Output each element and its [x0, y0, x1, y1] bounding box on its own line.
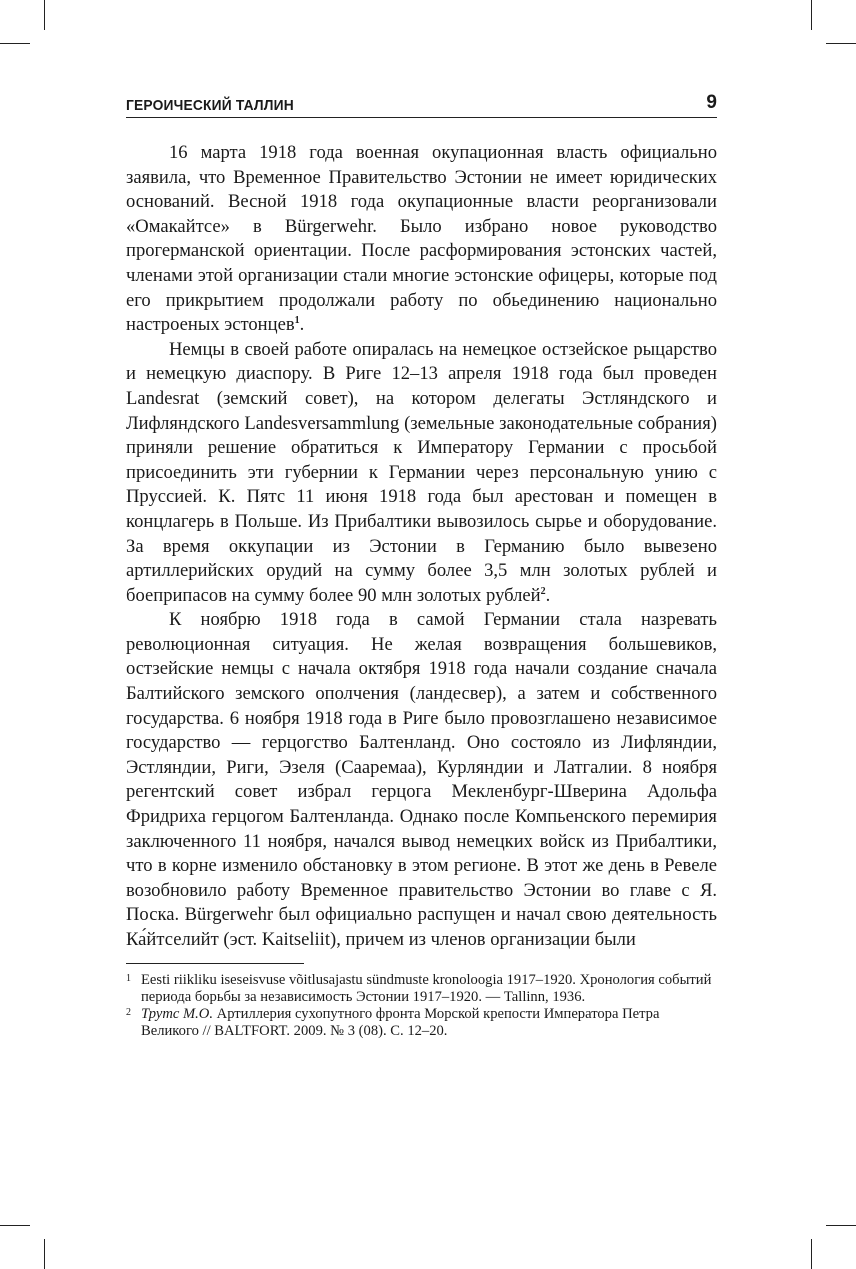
footnote-text: Артиллерия сухопутного фронта Морской крепости Императора Петра Великого // BALTFORT. 2009. № 3 (08). С. 12–20.	[141, 1005, 660, 1039]
crop-mark	[0, 43, 30, 44]
footnote-divider	[126, 963, 304, 964]
paragraph-2	[126, 338, 717, 609]
footnotes	[126, 972, 717, 1040]
crop-mark	[44, 1239, 45, 1269]
paragraph-end: .	[299, 314, 305, 336]
crop-mark	[811, 0, 812, 30]
footnote-text: Eesti riikliku iseseisvuse võitlusajastu sündmuste kronoloogia 1917–1920. Хронология событий периода борьбы за независимость Эстонии 1917–1920. — Tallinn, 1936.	[141, 971, 712, 1005]
crop-mark	[0, 1225, 30, 1226]
footnote-mark: 1	[126, 972, 131, 984]
paragraph-end: .	[545, 584, 551, 606]
paragraph-1	[126, 141, 717, 338]
crop-mark	[826, 43, 856, 44]
footnote-ref[interactable]: 1	[294, 315, 300, 327]
paragraph-text: 16 марта 1918 года военная окупационная власть официально заявила, что Временное Правительство Эстонии не имеет юридических оснований. Весной 1918 года окупационные власти реорганизовали «Омакайтсе» в Bürgerwehr. Было избрано новое руководство прогерманской ориентации. После расформирования эстонских частей, членами этой организации стали многие эстонские офицеры, которые под его прикрытием продолжали работу по обьединению национально настроеных эстонцев	[126, 142, 717, 336]
body-text	[126, 141, 717, 953]
footnote-1	[126, 972, 717, 1006]
running-head	[126, 86, 717, 118]
running-title: ГЕРОИЧЕСКИЙ ТАЛЛИН	[126, 97, 294, 114]
book-page	[126, 86, 717, 1040]
crop-mark	[44, 0, 45, 30]
footnote-2	[126, 1006, 717, 1040]
footnote-ref[interactable]: 2	[540, 585, 546, 597]
paragraph-text: Немцы в своей работе опиралась на немецкое остзейское рыцарство и немецкую диаспору. В Риге 12–13 апреля 1918 года был проведен Landesrat (земский совет), на котором делегаты Эстляндского и Лифляндского Landesversammlung (земельные законодательные собрания) приняли решение обратиться к Императору Германии с просьбой присоединить эти губернии к Германии через персональную унию с Пруссией. К. Пятс 11 июня 1918 года был арестован и помещен в концлагерь в Польше. Из Прибалтики вывозилось сырье и оборудование. За время оккупации из Эстонии в Германию было вывезено артиллерийских орудий на сумму более 3,5 млн золотых рублей и боеприпасов на сумму более 90 млн золотых рублей	[126, 338, 717, 606]
crop-mark	[826, 1225, 856, 1226]
footnote-author: Трутс М.О.	[141, 1005, 213, 1022]
crop-mark	[811, 1239, 812, 1269]
paragraph-3	[126, 608, 717, 952]
page-number: 9	[706, 92, 717, 113]
footnote-mark: 2	[126, 1006, 131, 1018]
paragraph-text: К ноябрю 1918 года в самой Германии стала назревать революционная ситуация. Не желая возвращения большевиков, остзейские немцы с начала октября 1918 года начали создание сначала Балтийского земского ополчения (ландесвер), а затем и собственного государства. 6 ноября 1918 года в Риге было провозглашено независимое государство — герцогство Балтенланд. Оно состояло из Лифляндии, Эстляндии, Риги, Эзеля (Сааремаа), Курляндии и Латгалии. 8 ноября регентский совет избрал герцога Мекленбург-Шверина Адольфа Фридриха герцогом Балтенланда. Однако после Компьенского перемирия заключенного 11 ноября, начался вывод немецких войск из Прибалтики, что в корне изменило обстановку в этом регионе. В этот же день в Ревеле возобновило работу Временное правительство Эстонии во главе с Я. Поска. Bürgerwehr был официально распущен и начал свою деятельность Ка́йтселийт (эст. Kaitseliit), причем из членов организации были	[126, 609, 717, 950]
